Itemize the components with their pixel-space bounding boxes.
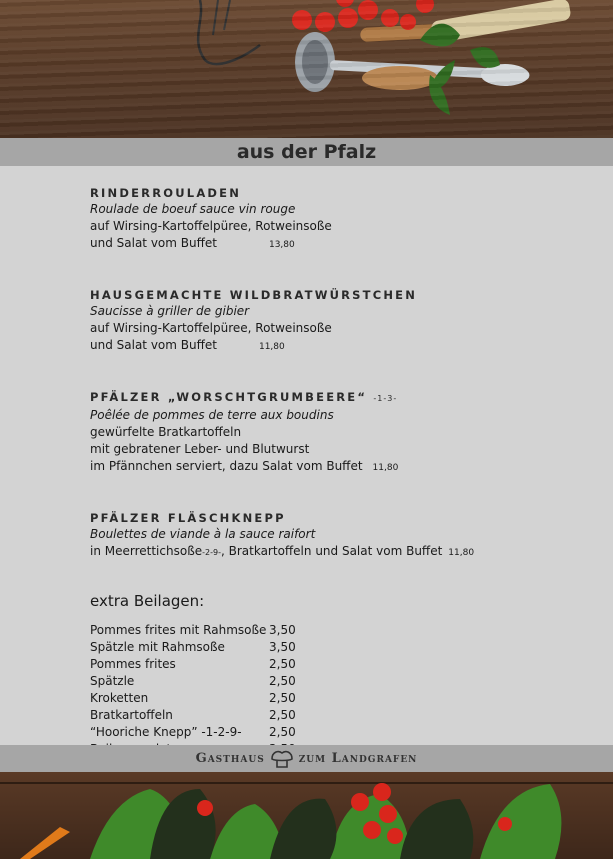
dish-wildbratwuerstchen — [90, 287, 590, 356]
dish-description: auf Wirsing-Kartoffelpüree, Rotweinsoße — [90, 321, 332, 335]
section-header-bar — [0, 138, 613, 166]
dish-allergen-codes: -2-9- — [202, 548, 221, 557]
list-item: Spätzle mit Rahmsoße 3,50 — [90, 640, 296, 654]
dish-price: 13,80 — [268, 240, 295, 250]
dish-name: HAUSGEMACHTE WILDBRATWÜRSTCHEN — [90, 288, 418, 302]
dish-french-name: Poêlée de pommes de terre aux boudins — [90, 408, 334, 422]
section-title: aus der Pfalz — [236, 141, 377, 163]
dish-name: RINDERROULADEN — [90, 186, 242, 200]
bottom-photo-vegetables — [0, 772, 613, 859]
extras-list — [90, 622, 590, 758]
list-item: Spätzle 2,50 — [90, 674, 296, 688]
list-item: Kroketten 2,50 — [90, 691, 296, 705]
dish-worschtgrumbeere — [90, 389, 590, 477]
vegetables-illustration — [0, 772, 613, 859]
list-item: Pommes frites mit Rahmsoße 3,50 — [90, 623, 296, 637]
menu-content — [90, 185, 590, 758]
top-photo-wood-vegetables — [0, 0, 613, 138]
list-item: Bratkartoffeln 2,50 — [90, 708, 296, 722]
dish-description-last: und Salat vom Buffet 13,80 — [90, 236, 295, 250]
dish-french-name: Saucisse à griller de gibier — [90, 304, 250, 318]
list-item: “Hooriche Knepp” -1-2-9- 2,50 — [90, 725, 296, 739]
dish-description: mit gebratener Leber- und Blutwurst — [90, 442, 310, 456]
dish-name: PFÄLZER FLÄSCHKNEPP — [90, 511, 286, 525]
hat-icon — [269, 749, 295, 769]
dish-price: 11,80 — [258, 342, 285, 352]
dish-price: 11,80 — [448, 548, 475, 558]
brand-name-right: zum Landgrafen — [298, 751, 418, 766]
dish-rinderrouladen — [90, 185, 590, 254]
dish-price: 11,80 — [372, 463, 399, 473]
dish-description: gewürfelte Bratkartoffeln — [90, 425, 242, 439]
dish-description: auf Wirsing-Kartoffelpüree, Rotweinsoße — [90, 219, 332, 233]
dish-flaeschknepp — [90, 510, 590, 562]
dish-name: PFÄLZER „WORSCHTGRUMBEERE“ -1-3- — [90, 390, 398, 404]
dish-allergen-codes: -1-3- — [373, 394, 398, 403]
dish-description-last: und Salat vom Buffet 11,80 — [90, 338, 285, 352]
dish-description-last: in Meerrettichsoße-2-9-, Bratkartoffeln und Salat vom Buffet 11,80 — [90, 544, 475, 558]
dish-french-name: Boulettes de viande à la sauce raifort — [90, 527, 316, 541]
dish-description-last: im Pfännchen serviert, dazu Salat vom Buffet 11,80 — [90, 459, 399, 473]
brand-name-left: Gasthaus — [195, 751, 265, 766]
extras-title: extra Beilagen: — [90, 592, 205, 610]
dish-french-name: Roulade de boeuf sauce vin rouge — [90, 202, 296, 216]
list-item: Pommes frites 2,50 — [90, 657, 296, 671]
footer-brand-bar — [0, 745, 613, 772]
